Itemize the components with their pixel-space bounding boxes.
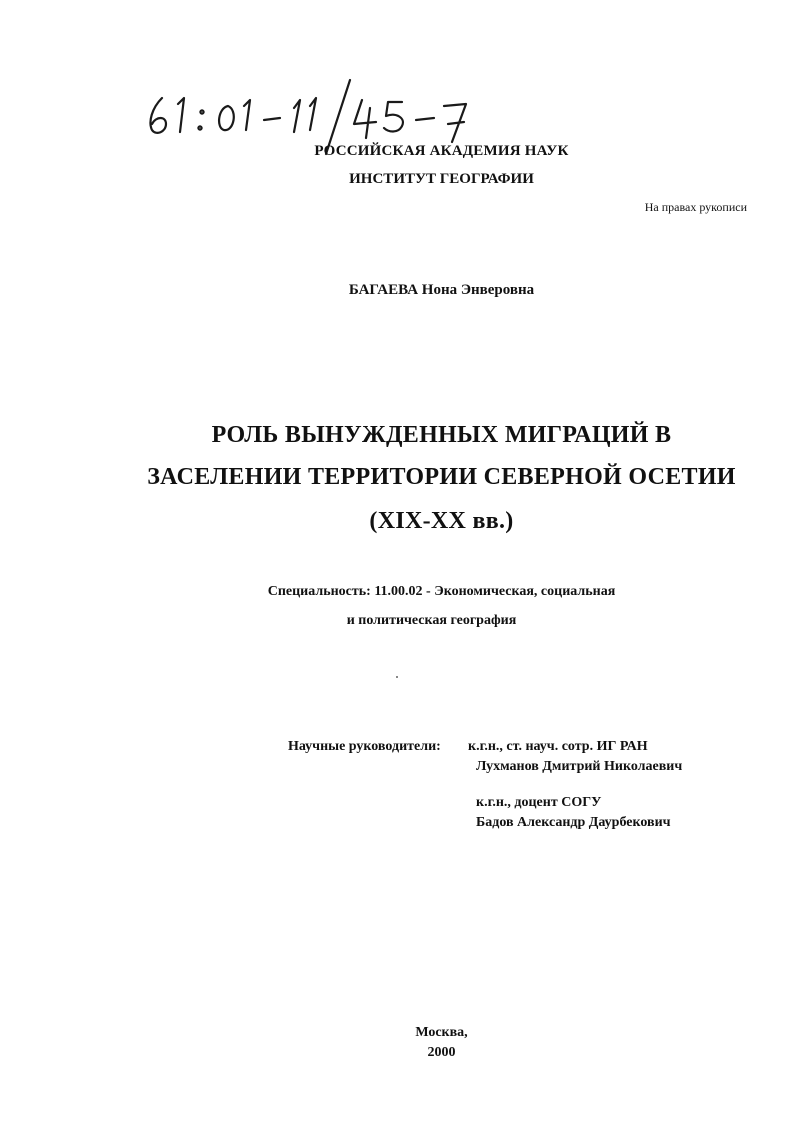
supervisor-position: к.г.н., ст. науч. сотр. ИГ РАН — [468, 739, 648, 754]
author-surname: БАГАЕВА — [348, 282, 419, 298]
supervisors-label: Научные руководители: — [288, 739, 441, 754]
place-and-year — [0, 1023, 793, 1063]
author-name — [0, 282, 793, 299]
organization-institute: ИНСТИТУТ ГЕОГРАФИИ — [349, 171, 534, 187]
organization-academy: РОССИЙСКАЯ АКАДЕМИЯ НАУК — [314, 143, 569, 159]
thesis-title-line-1: РОЛЬ ВЫНУЖДЕННЫХ МИГРАЦИЙ В — [211, 422, 672, 448]
thesis-title-line-2: ЗАСЕЛЕНИИ ТЕРРИТОРИИ СЕВЕРНОЙ ОСЕТИИ — [147, 464, 736, 490]
author-given-names: Нона Энверовна — [421, 282, 535, 298]
manuscript-rights-note: На правах рукописи — [644, 200, 747, 214]
supervisor-name: Бадов Александр Даурбекович — [476, 815, 671, 830]
specialty-line-2: и политическая география — [346, 613, 517, 628]
supervisor-entry — [468, 737, 682, 777]
year: 2000 — [427, 1045, 456, 1060]
supervisor-entry — [468, 793, 671, 833]
specialty-line-1: Специальность: 11.00.02 - Экономическая, социальная — [267, 584, 616, 599]
supervisor-name: Лухманов Дмитрий Николаевич — [476, 759, 683, 774]
place: Москва, — [415, 1025, 468, 1040]
scan-speck — [396, 676, 398, 678]
thesis-title-line-3: (XIX-XX вв.) — [369, 508, 514, 534]
supervisor-position: к.г.н., доцент СОГУ — [476, 795, 602, 810]
